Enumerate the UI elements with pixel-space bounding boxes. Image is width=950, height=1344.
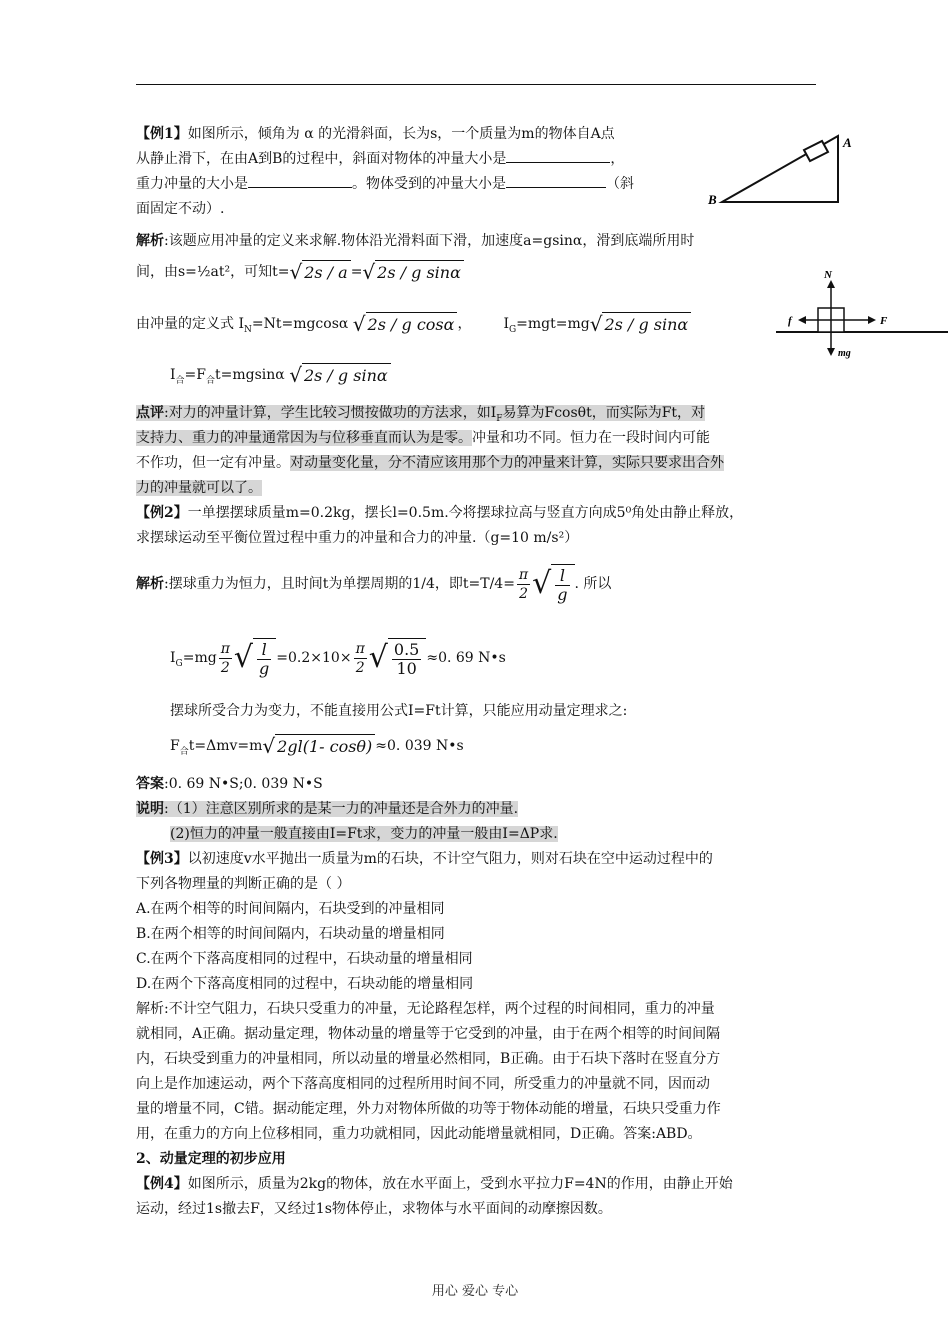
sqrt-2s-over-gcos: √ 2s / g cosα bbox=[353, 312, 458, 336]
page-footer: 用心 爱心 专心 bbox=[431, 1284, 519, 1299]
answer-blank-2[interactable] bbox=[248, 175, 352, 188]
header-rule bbox=[136, 84, 816, 85]
force-diagram bbox=[772, 268, 950, 360]
ex2-line1: 【例2】一单摆摆球质量m=0.2kg，摆长l=0.5m.今将摆球拉高与竖直方向成5⁰角处由静止释放， bbox=[136, 505, 744, 521]
ex2-line2: 求摆球运动至平衡位置过程中重力的冲量和合力的冲量.（g=10 m/s²） bbox=[136, 530, 579, 546]
pi-over-2: $\frac{\pi}{2}$ bbox=[518, 566, 529, 602]
sqrt-2gl: √ 2gl(1- cosθ) bbox=[262, 734, 375, 758]
label-mg: mg bbox=[838, 348, 851, 359]
point-b-label: B bbox=[708, 192, 717, 207]
point-a-label: A bbox=[843, 135, 852, 150]
sqrt-2s-over-gsin: √ 2s / g sinα bbox=[362, 260, 463, 284]
sqrt-2s-over-gsin-3: √ 2s / g sinα bbox=[289, 363, 390, 387]
answer-blank-1[interactable] bbox=[506, 150, 610, 163]
sqrt-2s-over-gsin-2: √ 2s / g sinα bbox=[590, 312, 691, 336]
ex1-line4: 面固定不动）. bbox=[136, 201, 225, 217]
block-on-incline bbox=[804, 141, 828, 161]
sqrt-l-over-g: √ $\frac{l}{g}$ bbox=[532, 564, 574, 604]
ex4-line1: 【例4】如图所示，质量为2kg的物体，放在水平面上，受到水平拉力F=4N的作用，由静止开始 bbox=[136, 1176, 733, 1192]
ex1-line2: 从静止滑下，在由A到B的过程中，斜面对物体的冲量大小是 ， bbox=[136, 151, 625, 167]
ex2-net-impulse: $F_合t=\Delta mv=m$ √ 2gl(1- cosθ) ≈0. 039 N•s bbox=[170, 734, 464, 758]
sqrt-2s-over-a: √ 2s / a bbox=[289, 260, 350, 284]
ex1-line1: 【例1】如图所示，倾角为 α 的光滑斜面，长为s，一个质量为m的物体自A点 bbox=[136, 126, 615, 142]
ex3-option-c: C.在两个下落高度相同的过程中，石块动量的增量相同 bbox=[136, 951, 473, 967]
ex3-solution-1: 解析:不计空气阻力，石块只受重力的冲量，无论路程怎样，两个过程的时间相同，重力的冲量 bbox=[136, 1001, 715, 1017]
ex2-variable-force-text: 摆球所受合力为变力，不能直接用公式I=Ft计算，只能应用动量定理求之: bbox=[170, 703, 628, 719]
ex3-option-d: D.在两个下落高度相同的过程中，石块动能的增量相同 bbox=[136, 976, 474, 992]
ex3-solution-2: 就相同，A正确。据动量定理，物体动量的增量等于它受到的冲量，由于在两个相等的时间间隔 bbox=[136, 1026, 721, 1042]
ex4-line2: 运动，经过1s撤去F，又经过1s物体停止，求物体与水平面间的动摩擦因数。 bbox=[136, 1201, 612, 1217]
ex1-impulse-normal: 由冲量的定义式 $I_N=Nt=mgcos\alpha$ √ 2s / g cosα ， $I_G=mgt=mg$ √ 2s / g sinα bbox=[136, 311, 691, 343]
ex3-solution-4: 向上是作加速运动，两个下落高度相同的过程所用时间不同，所受重力的冲量就不同，因而动 bbox=[136, 1076, 710, 1092]
ex1-label: 【例1】 bbox=[136, 126, 188, 142]
ex1-line3: 重力冲量的大小是 。物体受到的冲量大小是 （斜 bbox=[136, 176, 634, 192]
ex1-solution-line2: 间，由s=½at²，可知t= √ 2s / a = √ 2s / g sinα bbox=[136, 259, 464, 285]
comment-line2: 支持力、重力的冲量通常因为与位移垂直而认为是零。冲量和功不同。恒力在一段时间内可能 bbox=[136, 430, 710, 446]
ex2-answer: 答案:0. 69 N•S;0. 039 N•S bbox=[136, 776, 323, 792]
comment-line4: 力的冲量就可以了。 bbox=[136, 480, 262, 496]
ex1-solution-line1: 解析:该题应用冲量的定义来求解.物体沿光滑料面下滑，加速度a=gsinα，滑到底端所用时 bbox=[136, 233, 695, 249]
ex3-line2: 下列各物理量的判断正确的是（ ） bbox=[136, 876, 351, 892]
comment-line1: 点评:对力的冲量计算，学生比较习惯按做功的方法求，如$I_F$易算为Fcosθt，而实际为Ft，对 bbox=[136, 405, 706, 424]
incline-figure bbox=[700, 124, 860, 214]
ex3-option-b: B.在两个相等的时间间隔内，石块动量的增量相同 bbox=[136, 926, 445, 942]
ex2-note1: 说明:（1）注意区别所求的是某一力的冲量还是合外力的冲量. bbox=[136, 801, 519, 817]
section-2-title: 2、动量定理的初步应用 bbox=[136, 1151, 286, 1167]
ex2-note2: (2)恒力的冲量一般直接由I=Ft求，变力的冲量一般由I=ΔP求. bbox=[170, 826, 558, 842]
label-F: F bbox=[880, 315, 888, 327]
ex1-impulse-net: $I_合=F_合t=mgsin\alpha$ √ 2s / g sinα bbox=[170, 362, 391, 394]
label-n: N bbox=[824, 269, 832, 281]
comment-line3: 不作功，但一定有冲量。对动量变化量，分不清应该用那个力的冲量来计算，实际只要求出合外 bbox=[136, 455, 724, 471]
ex3-solution-6: 用，在重力的方向上位移相同，重力功就相同，因此动能增量就相同，D正确。答案:ABD。 bbox=[136, 1126, 702, 1142]
ex3-solution-3: 内，石块受到重力的冲量相同，所以动量的增量必然相同，B正确。由于石块下落时在竖直分方 bbox=[136, 1051, 721, 1067]
ex2-impulse-gravity: $I_G=mg$ $\frac{\pi}{2}$ √ $\frac{l}{g}$ =0.2×10× $\frac{\pi}{2}$ √ $\frac{0.5}{10}$ ≈0. 69 N•s bbox=[170, 640, 506, 678]
ex3-option-a: A.在两个相等的时间间隔内，石块受到的冲量相同 bbox=[136, 901, 445, 917]
ex2-solution-line1: 解析:摆球重力为恒力，且时间t为单摆周期的1/4，即t=T/4= $\frac{\pi}{2}$ √ $\frac{l}{g}$ . 所以 bbox=[136, 566, 612, 604]
answer-blank-3[interactable] bbox=[506, 175, 606, 188]
label-f: f bbox=[788, 315, 792, 327]
ex3-solution-5: 量的增量不同，C错。据动能定理，外力对物体所做的功等于物体动能的增量，石块只受重力作 bbox=[136, 1101, 721, 1117]
ex3-line1: 【例3】以初速度v水平抛出一质量为m的石块，不计空气阻力，则对石块在空中运动过程中的 bbox=[136, 851, 713, 867]
